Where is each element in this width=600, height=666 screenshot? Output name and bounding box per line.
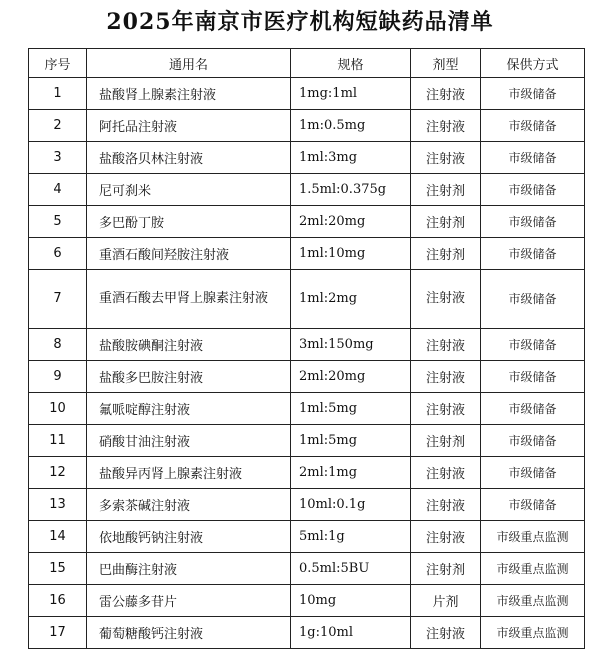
cell-spec: 2ml:20mg <box>291 361 411 393</box>
header-spec: 规格 <box>291 49 411 78</box>
cell-supply: 市级重点监测 <box>481 553 585 585</box>
cell-supply: 市级储备 <box>481 425 585 457</box>
cell-spec: 1ml:10mg <box>291 238 411 270</box>
cell-name: 盐酸多巴胺注射液 <box>87 361 291 393</box>
cell-spec: 0.5ml:5BU <box>291 553 411 585</box>
table-row <box>29 110 585 142</box>
cell-spec: 1mg:1ml <box>291 78 411 110</box>
table-row <box>29 425 585 457</box>
cell-spec: 10mg <box>291 585 411 617</box>
table-row <box>29 361 585 393</box>
table-row <box>29 457 585 489</box>
cell-spec: 10ml:0.1g <box>291 489 411 521</box>
cell-no: 17 <box>29 617 87 649</box>
cell-supply: 市级储备 <box>481 142 585 174</box>
header-supply: 保供方式 <box>481 49 585 78</box>
cell-supply: 市级储备 <box>481 78 585 110</box>
cell-no: 8 <box>29 329 87 361</box>
cell-supply: 市级储备 <box>481 238 585 270</box>
cell-name: 盐酸洛贝林注射液 <box>87 142 291 174</box>
cell-form: 注射液 <box>411 393 481 425</box>
cell-name: 葡萄糖酸钙注射液 <box>87 617 291 649</box>
cell-no: 13 <box>29 489 87 521</box>
table-row <box>29 78 585 110</box>
cell-form: 注射液 <box>411 78 481 110</box>
cell-no: 14 <box>29 521 87 553</box>
cell-no: 2 <box>29 110 87 142</box>
cell-form: 注射剂 <box>411 238 481 270</box>
cell-name: 盐酸胺碘酮注射液 <box>87 329 291 361</box>
cell-form: 注射液 <box>411 489 481 521</box>
cell-supply: 市级储备 <box>481 393 585 425</box>
cell-supply: 市级储备 <box>481 361 585 393</box>
cell-no: 6 <box>29 238 87 270</box>
table-row <box>29 206 585 238</box>
cell-no: 12 <box>29 457 87 489</box>
table-header-row <box>29 49 585 78</box>
table-row <box>29 521 585 553</box>
cell-name: 盐酸肾上腺素注射液 <box>87 78 291 110</box>
cell-supply: 市级重点监测 <box>481 521 585 553</box>
cell-spec: 2ml:20mg <box>291 206 411 238</box>
cell-spec: 1ml:5mg <box>291 393 411 425</box>
table-row <box>29 489 585 521</box>
cell-name: 多巴酚丁胺 <box>87 206 291 238</box>
cell-name: 尼可刹米 <box>87 174 291 206</box>
cell-no: 10 <box>29 393 87 425</box>
cell-form: 注射剂 <box>411 174 481 206</box>
cell-name: 硝酸甘油注射液 <box>87 425 291 457</box>
cell-form: 片剂 <box>411 585 481 617</box>
table-row <box>29 393 585 425</box>
cell-spec: 1ml:5mg <box>291 425 411 457</box>
cell-supply: 市级储备 <box>481 174 585 206</box>
cell-spec: 1g:10ml <box>291 617 411 649</box>
cell-no: 3 <box>29 142 87 174</box>
cell-no: 16 <box>29 585 87 617</box>
header-no: 序号 <box>29 49 87 78</box>
cell-name: 巴曲酶注射液 <box>87 553 291 585</box>
cell-name: 阿托品注射液 <box>87 110 291 142</box>
cell-supply: 市级储备 <box>481 110 585 142</box>
cell-no: 1 <box>29 78 87 110</box>
cell-form: 注射液 <box>411 457 481 489</box>
cell-form: 注射剂 <box>411 425 481 457</box>
cell-name: 雷公藤多苷片 <box>87 585 291 617</box>
cell-no: 5 <box>29 206 87 238</box>
cell-name: 氟哌啶醇注射液 <box>87 393 291 425</box>
cell-form: 注射剂 <box>411 206 481 238</box>
cell-spec: 5ml:1g <box>291 521 411 553</box>
cell-form: 注射剂 <box>411 553 481 585</box>
drug-shortage-table <box>28 48 585 649</box>
table-row <box>29 142 585 174</box>
cell-no: 15 <box>29 553 87 585</box>
cell-name: 重酒石酸间羟胺注射液 <box>87 238 291 270</box>
table-row <box>29 329 585 361</box>
cell-supply: 市级储备 <box>481 489 585 521</box>
cell-name: 依地酸钙钠注射液 <box>87 521 291 553</box>
table-row <box>29 174 585 206</box>
table-row <box>29 617 585 649</box>
cell-name: 多索茶碱注射液 <box>87 489 291 521</box>
cell-form: 注射液 <box>411 617 481 649</box>
cell-spec: 1.5ml:0.375g <box>291 174 411 206</box>
page-title: 2025年南京市医疗机构短缺药品清单 <box>106 9 494 35</box>
cell-form: 注射液 <box>411 110 481 142</box>
cell-no: 9 <box>29 361 87 393</box>
cell-spec: 1ml:2mg <box>291 270 411 329</box>
cell-form: 注射液 <box>411 142 481 174</box>
cell-supply: 市级重点监测 <box>481 585 585 617</box>
cell-supply: 市级储备 <box>481 457 585 489</box>
cell-name: 盐酸异丙肾上腺素注射液 <box>87 457 291 489</box>
cell-no: 4 <box>29 174 87 206</box>
cell-no: 7 <box>29 270 87 329</box>
cell-spec: 3ml:150mg <box>291 329 411 361</box>
cell-supply: 市级储备 <box>481 270 585 329</box>
cell-spec: 1m:0.5mg <box>291 110 411 142</box>
cell-form: 注射液 <box>411 361 481 393</box>
cell-no: 11 <box>29 425 87 457</box>
cell-spec: 2ml:1mg <box>291 457 411 489</box>
cell-supply: 市级重点监测 <box>481 617 585 649</box>
table-row <box>29 270 585 329</box>
cell-form: 注射液 <box>411 329 481 361</box>
cell-supply: 市级储备 <box>481 206 585 238</box>
header-name: 通用名 <box>87 49 291 78</box>
table-row <box>29 585 585 617</box>
cell-form: 注射液 <box>411 270 481 329</box>
cell-supply: 市级储备 <box>481 329 585 361</box>
table-row <box>29 553 585 585</box>
cell-spec: 1ml:3mg <box>291 142 411 174</box>
cell-form: 注射液 <box>411 521 481 553</box>
table-row <box>29 238 585 270</box>
header-form: 剂型 <box>411 49 481 78</box>
cell-name: 重酒石酸去甲肾上腺素注射液 <box>87 270 291 329</box>
